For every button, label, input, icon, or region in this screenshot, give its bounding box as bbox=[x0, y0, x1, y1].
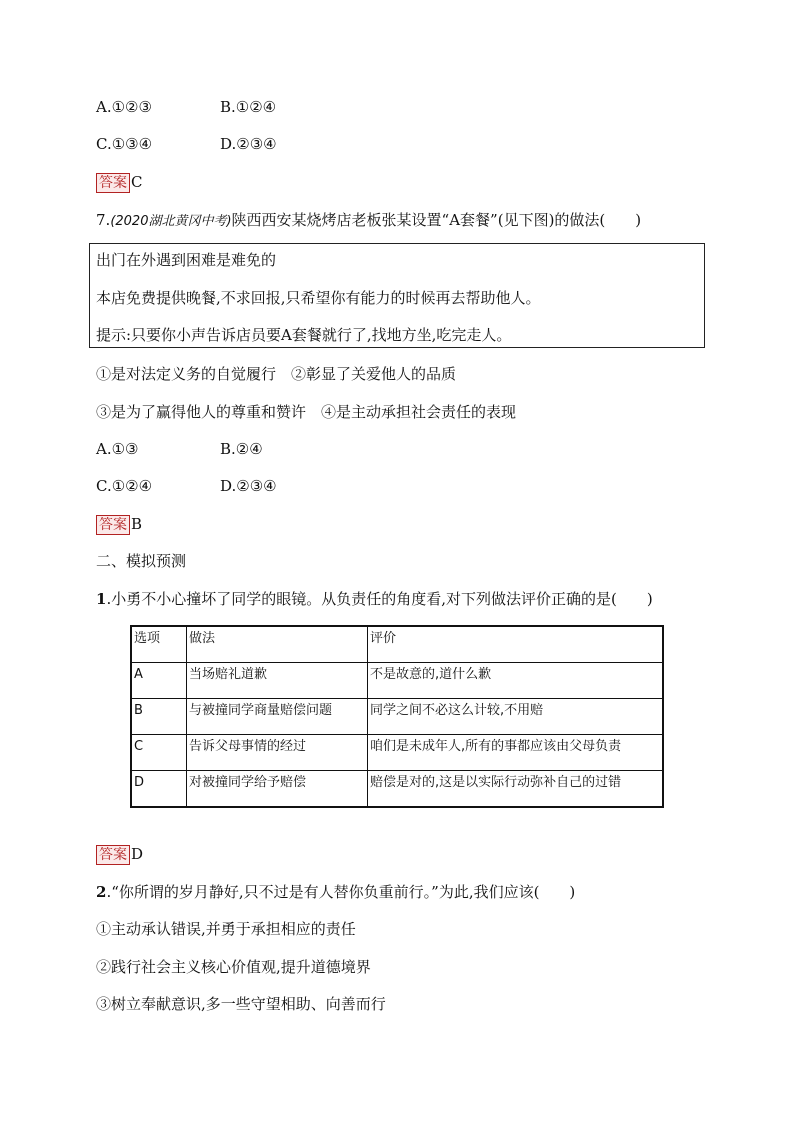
table-cell: 赔偿是对的,这是以实际行动弥补自己的过错 bbox=[368, 770, 664, 807]
s2q1-options-table bbox=[130, 625, 664, 808]
table-cell: 对被撞同学给予赔偿 bbox=[187, 770, 368, 807]
answer-badge: 答案 bbox=[96, 515, 130, 535]
table-cell: 咱们是未成年人,所有的事都应该由父母负责 bbox=[368, 734, 664, 770]
table-row bbox=[131, 734, 663, 770]
table-cell: 同学之间不必这么计较,不用赔 bbox=[368, 698, 664, 734]
table-cell: 与被撞同学商量赔偿问题 bbox=[187, 698, 368, 734]
q6-option-d: D.②③④ bbox=[220, 135, 277, 153]
s2q2-statement-3: ③树立奉献意识,多一些守望相助、向善而行 bbox=[96, 995, 386, 1013]
table-row bbox=[131, 770, 663, 807]
s2q1-number: 1 bbox=[96, 590, 107, 608]
table-header-cell: 做法 bbox=[187, 626, 368, 662]
q7-statement-1: ①是对法定义务的自觉履行 ②彰显了关爱他人的品质 bbox=[96, 365, 457, 383]
table-row bbox=[131, 698, 663, 734]
s2q2-statement-1: ①主动承认错误,并勇于承担相应的责任 bbox=[96, 920, 356, 938]
s2q2-stem bbox=[96, 882, 575, 902]
q7-box-line-3: 提示:只要你小声告诉店员要A套餐就行了,找地方坐,吃完走人。 bbox=[96, 326, 512, 344]
table-row bbox=[131, 662, 663, 698]
table-cell: 当场赔礼道歉 bbox=[187, 662, 368, 698]
table-cell: B bbox=[131, 698, 187, 734]
q7-stem bbox=[96, 210, 641, 232]
q7-answer-value: B bbox=[131, 515, 143, 533]
answer-badge: 答案 bbox=[96, 173, 130, 193]
q6-option-c: C.①③④ bbox=[96, 135, 153, 153]
s2q1-answer-line bbox=[96, 844, 143, 865]
s2q2-statement-2: ②践行社会主义核心价值观,提升道德境界 bbox=[96, 958, 371, 976]
table-header-cell: 评价 bbox=[368, 626, 664, 662]
q7-option-b: B.②④ bbox=[220, 440, 263, 458]
table-cell: D bbox=[131, 770, 187, 807]
s2q2-number: 2 bbox=[96, 883, 107, 901]
answer-badge: 答案 bbox=[96, 845, 130, 865]
table-cell: 告诉父母事情的经过 bbox=[187, 734, 368, 770]
q6-option-a: A.①②③ bbox=[96, 98, 152, 116]
q7-statement-2: ③是为了赢得他人的尊重和赞许 ④是主动承担社会责任的表现 bbox=[96, 403, 517, 421]
table-cell: A bbox=[131, 662, 187, 698]
q6-option-b: B.①②④ bbox=[220, 98, 277, 116]
q7-number: 7. bbox=[96, 211, 111, 229]
q7-notice-box bbox=[89, 243, 705, 348]
s2q2-stem-text: .“你所谓的岁月静好,只不过是有人替你负重前行。”为此,我们应该( ) bbox=[106, 883, 576, 901]
q7-option-c: C.①②④ bbox=[96, 477, 153, 495]
q7-box-line-1: 出门在外遇到困难是难免的 bbox=[96, 251, 277, 269]
q7-source: (2020湖北黄冈中考) bbox=[110, 214, 232, 229]
q7-option-d: D.②③④ bbox=[220, 477, 277, 495]
q7-box-line-2: 本店免费提供晚餐,不求回报,只希望你有能力的时候再去帮助他人。 bbox=[96, 289, 541, 307]
table-cell: 不是故意的,道什么歉 bbox=[368, 662, 664, 698]
q7-answer-line bbox=[96, 514, 142, 535]
table-cell: C bbox=[131, 734, 187, 770]
q7-option-a: A.①③ bbox=[96, 440, 139, 458]
table-header-cell: 选项 bbox=[131, 626, 187, 662]
q7-stem-text: 陕西西安某烧烤店老板张某设置“A套餐”(见下图)的做法( ) bbox=[231, 211, 642, 229]
q6-answer-line bbox=[96, 172, 142, 193]
s2q1-stem-text: .小勇不小心撞坏了同学的眼镜。从负责任的角度看,对下列做法评价正确的是( ) bbox=[106, 590, 653, 608]
s2q1-answer-value: D bbox=[131, 845, 144, 863]
section-2-title: 二、模拟预测 bbox=[96, 552, 187, 570]
q6-answer-value: C bbox=[131, 173, 143, 191]
table-header-row bbox=[131, 626, 663, 662]
s2q1-stem bbox=[96, 589, 653, 609]
